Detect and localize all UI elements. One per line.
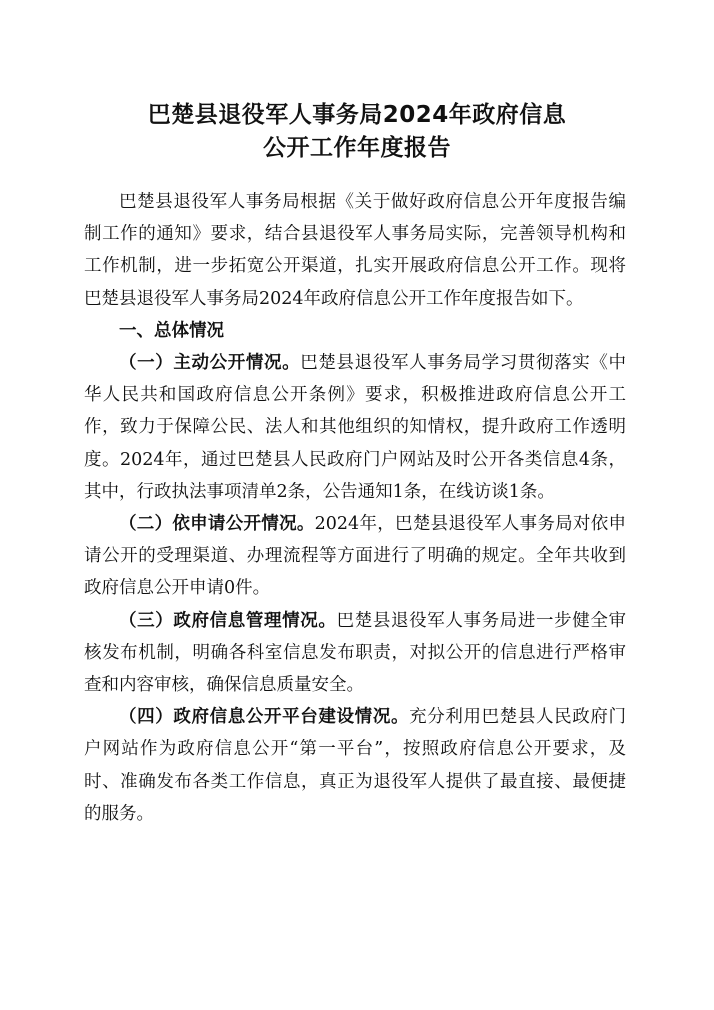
paragraph-platform-construction <box>84 701 626 830</box>
paragraph-disclosure-on-request <box>84 508 626 605</box>
intro-paragraph: 巴楚县退役军人事务局根据《关于做好政府信息公开年度报告编制工作的通知》要求，结合县退役军人事务局实际，完善领导机构和工作机制，进一步拓宽公开渠道，扎实开展政府信息公开工作。现将巴楚县退役军人事务局2024年政府信息公开工作年度报告如下。 <box>84 192 626 309</box>
paragraph-information-management <box>84 605 626 702</box>
paragraph-text: 巴楚县退役军人事务局进一步健全审核发布机制，明确各科室信息发布职责，对拟公开的信息进行严格审查和内容审核，确保信息质量安全。 <box>84 610 627 696</box>
paragraph-lead: （三）政府信息管理情况。 <box>119 610 337 631</box>
paragraph-lead: （四）政府信息公开平台建设情况。 <box>119 707 410 728</box>
document-body <box>84 186 626 830</box>
paragraph-lead: （一）主动公开情况。 <box>119 353 301 374</box>
paragraph-text: 巴楚县退役军人事务局学习贯彻落实《中华人民共和国政府信息公开条例》要求，积极推进政府信息公开工作，致力于保障公民、法人和其他组织的知情权，提升政府工作透明度。2024年，通过巴楚县人民政府门户网站及时公开各类信息4条，其中，行政执法事项清单2条，公告通知1条，在线访谈1条。 <box>84 353 626 502</box>
paragraph-proactive-disclosure <box>84 347 626 508</box>
paragraph-text: 2024年，巴楚县退役军人事务局对依申请公开的受理渠道、办理流程等方面进行了明确的规定。全年共收到政府信息公开申请0件。 <box>84 514 626 599</box>
document-title-line-2: 公开工作年度报告 <box>263 135 451 161</box>
document-title-line-1: 巴楚县退役军人事务局2024年政府信息 <box>147 102 567 128</box>
paragraph-text: 充分利用巴楚县人民政府门户网站作为政府信息公开“第一平台”，按照政府信息公开要求，及时、准确发布各类工作信息，真正为退役军人提供了最直接、最便捷的服务。 <box>84 707 627 824</box>
section-heading-overview: 一、总体情况 <box>119 320 224 341</box>
paragraph-lead: （二）依申请公开情况。 <box>119 514 315 535</box>
